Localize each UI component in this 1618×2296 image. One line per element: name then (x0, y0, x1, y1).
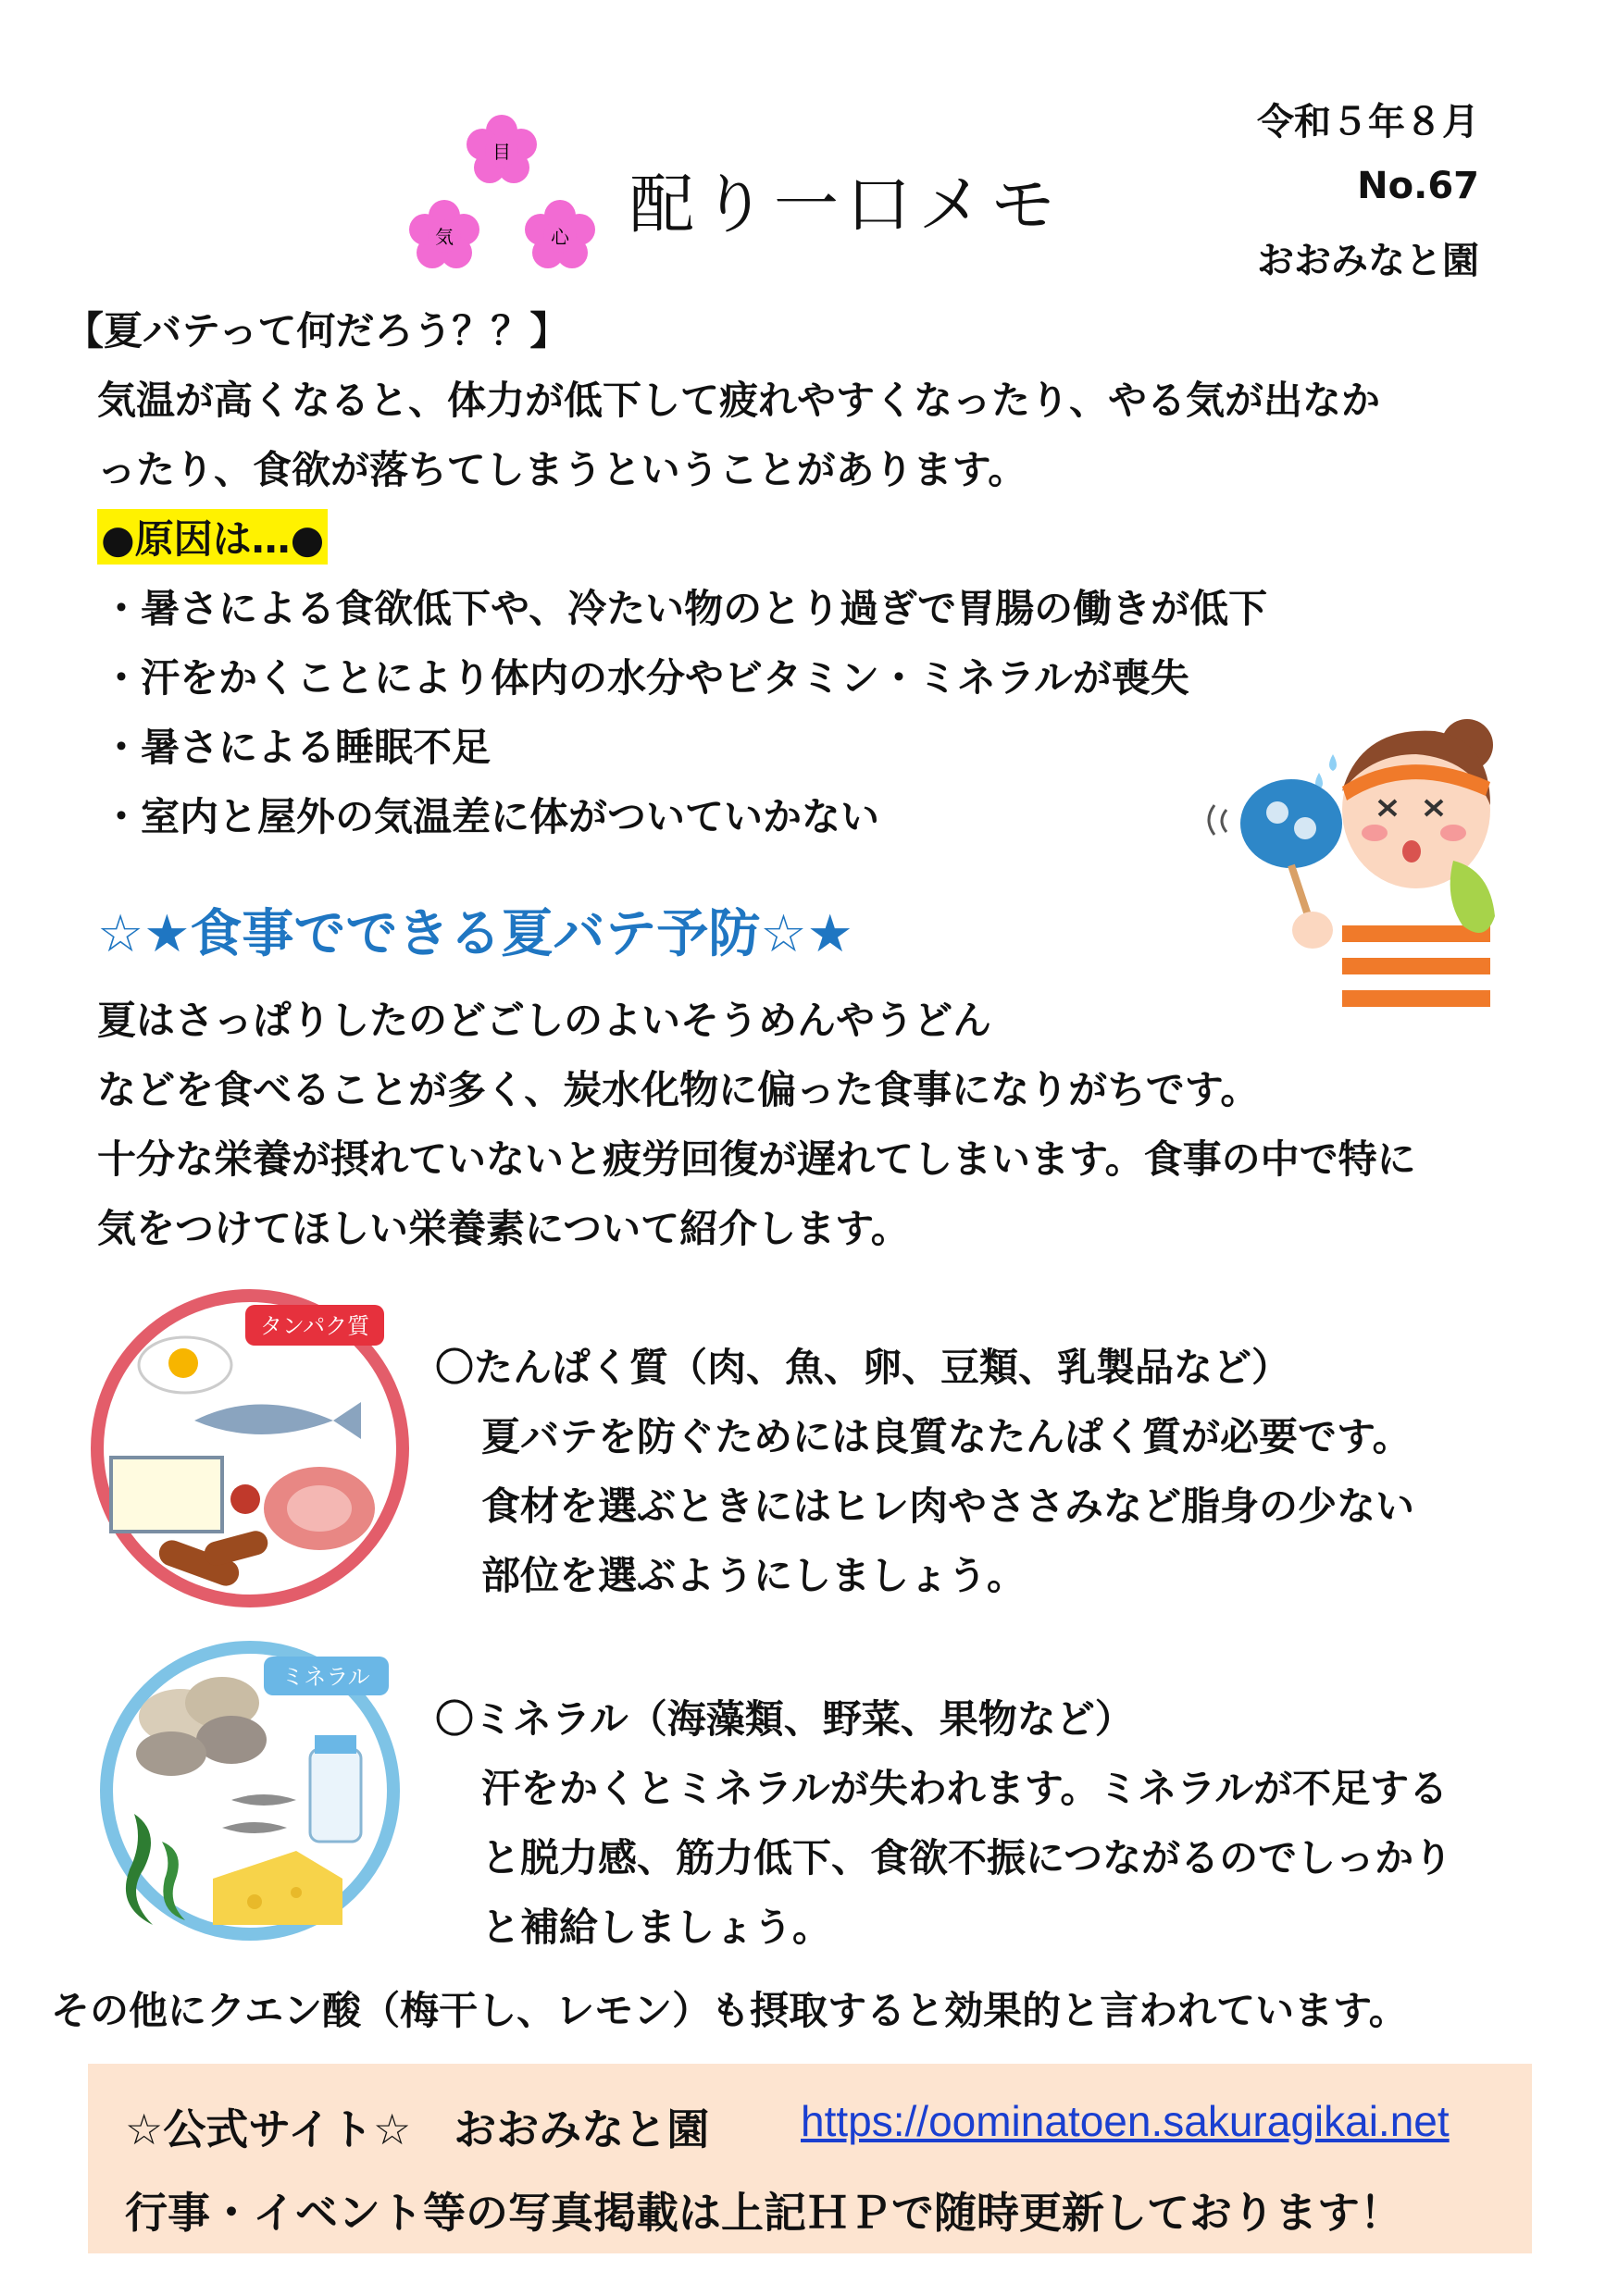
issue-date: 令和５年８月 (1257, 101, 1479, 143)
sakura-logo-icon (393, 106, 611, 287)
closing-note: その他にクエン酸（梅干し、レモン）も摂取すると効果的と言われています。 (51, 1988, 1408, 2033)
nutrient-heading-protein: 〇たんぱく質（肉、魚、卵、豆類、乳製品など） (435, 1345, 1291, 1390)
section-heading-prevention: ☆★食事でできる夏バテ予防☆★ (97, 904, 853, 964)
logo-char-3: 心 (551, 226, 569, 248)
logo-char-1: 目 (492, 141, 511, 163)
cause-item: ・暑さによる食欲低下や、冷たい物のとり過ぎで胃腸の働きが低下 (102, 586, 1268, 631)
page-title: 配り一口メモ (629, 167, 1063, 242)
issue-number: No.67 (1357, 165, 1479, 207)
nutrient-line: 食材を選ぶときにはヒレ肉やささみなど脂身の少ない (481, 1483, 1415, 1529)
cause-item: ・室内と屋外の気温差に体がついていかない (102, 794, 880, 839)
nutrient-line: と脱力感、筋力低下、食欲不振につながるのでしっかり (481, 1835, 1453, 1880)
organization-name: おおみなと園 (1257, 240, 1479, 282)
cause-item: ・暑さによる睡眠不足 (102, 725, 492, 770)
nutrient-line: と補給しましょう。 (481, 1905, 832, 1950)
nutrient-line: 部位を選ぶようにしましょう。 (481, 1553, 1027, 1598)
prevention-line: 気をつけてほしい栄養素について紹介します。 (97, 1206, 910, 1251)
plate-label-protein: タンパク質 (259, 1313, 370, 1339)
official-site-label: ☆公式サイト☆ おおみなと園 (125, 2104, 710, 2154)
intro-line: ったり、食欲が落ちてしまうということがあります。 (97, 447, 1027, 492)
mineral-plate-illustration (83, 1629, 426, 1943)
intro-line: 気温が高くなると、体力が低下して疲れやすくなったり、やる気が出なか (97, 378, 1381, 423)
prevention-line: などを食べることが多く、炭水化物に偏った食事になりがちです。 (97, 1067, 1260, 1112)
cause-item: ・汗をかくことにより体内の水分やビタミン・ミネラルが喪失 (102, 655, 1189, 701)
nutrient-line: 夏バテを防ぐためには良質なたんぱく質が必要です。 (481, 1414, 1412, 1459)
footer-note: 行事・イベント等の写真掲載は上記ＨＰで随時更新しております！ (125, 2188, 1402, 2238)
official-site-link[interactable]: https://oominatoen.sakuragikai.net (801, 2097, 1450, 2145)
nutrient-heading-mineral: 〇ミネラル（海藻類、野菜、果物など） (435, 1696, 1134, 1742)
hot-girl-with-fan-illustration (1203, 703, 1537, 1036)
prevention-line: 十分な栄養が摂れていないと疲労回復が遅れてしまいます。食事の中で特に (97, 1136, 1416, 1182)
nutrient-line: 汗をかくとミネラルが失われます。ミネラルが不足する (481, 1766, 1449, 1811)
cause-label: ●原因は…● (97, 509, 328, 565)
prevention-line: 夏はさっぱりしたのどごしのよいそうめんやうどん (97, 998, 992, 1043)
plate-label-mineral: ミネラル (281, 1664, 370, 1690)
section-heading-natsubate: 【夏バテって何だろう？？】 (65, 308, 569, 354)
protein-plate-illustration (83, 1272, 426, 1615)
logo-char-2: 気 (435, 226, 454, 248)
